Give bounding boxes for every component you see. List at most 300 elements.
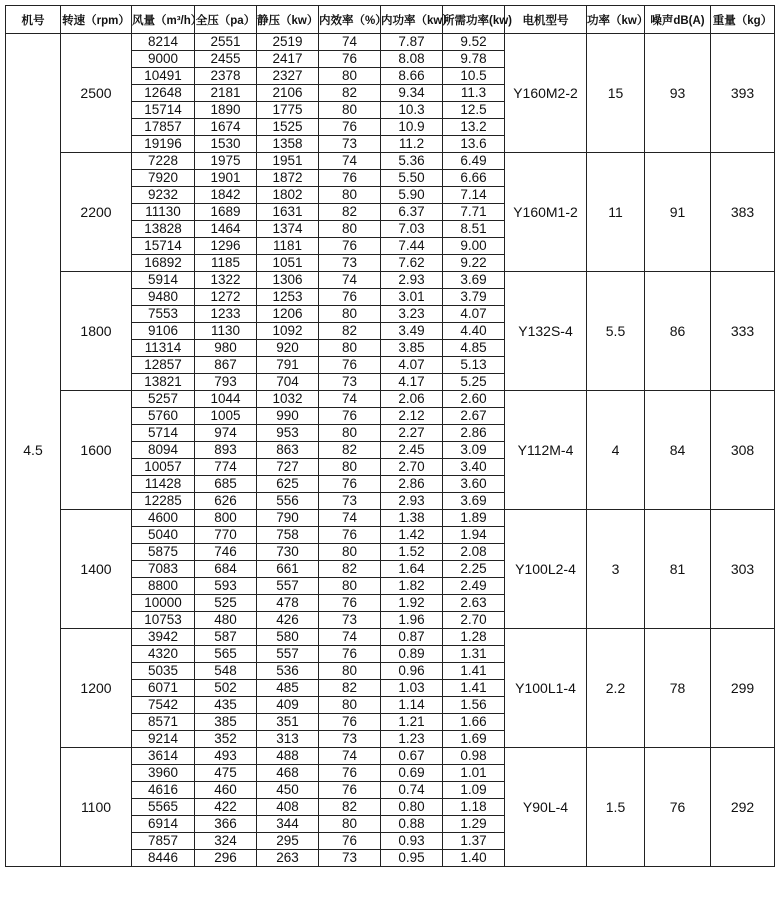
internal-power-cell: 5.36 [381,153,443,170]
static-pressure-cell: 1032 [257,391,319,408]
airflow-cell: 16892 [132,255,195,272]
required-power-cell: 12.5 [443,102,505,119]
total-pressure-cell: 502 [195,680,257,697]
total-pressure-cell: 1044 [195,391,257,408]
static-pressure-cell: 1872 [257,170,319,187]
speed-cell: 2500 [61,34,132,153]
required-power-cell: 1.28 [443,629,505,646]
weight-cell: 393 [711,34,775,153]
total-pressure-cell: 475 [195,765,257,782]
total-pressure-cell: 366 [195,816,257,833]
static-pressure-cell: 295 [257,833,319,850]
total-pressure-cell: 1901 [195,170,257,187]
total-pressure-cell: 974 [195,425,257,442]
internal-power-cell: 0.95 [381,850,443,867]
airflow-cell: 4600 [132,510,195,527]
required-power-cell: 1.01 [443,765,505,782]
motor-model-cell: Y100L1-4 [505,629,587,748]
total-pressure-cell: 800 [195,510,257,527]
internal-power-cell: 1.23 [381,731,443,748]
internal-power-cell: 0.88 [381,816,443,833]
static-pressure-cell: 990 [257,408,319,425]
airflow-cell: 15714 [132,102,195,119]
static-pressure-cell: 1802 [257,187,319,204]
total-pressure-cell: 2551 [195,34,257,51]
required-power-cell: 3.09 [443,442,505,459]
internal-power-cell: 0.67 [381,748,443,765]
internal-power-cell: 8.08 [381,51,443,68]
internal-power-cell: 1.92 [381,595,443,612]
total-pressure-cell: 1005 [195,408,257,425]
total-pressure-cell: 774 [195,459,257,476]
efficiency-cell: 76 [319,289,381,306]
total-pressure-cell: 460 [195,782,257,799]
required-power-cell: 7.14 [443,187,505,204]
required-power-cell: 5.25 [443,374,505,391]
total-pressure-cell: 1272 [195,289,257,306]
total-pressure-cell: 793 [195,374,257,391]
total-pressure-cell: 422 [195,799,257,816]
required-power-cell: 2.67 [443,408,505,425]
static-pressure-cell: 727 [257,459,319,476]
header-row [6,6,775,34]
efficiency-cell: 74 [319,391,381,408]
airflow-cell: 5760 [132,408,195,425]
efficiency-cell: 73 [319,136,381,153]
total-pressure-cell: 1130 [195,323,257,340]
static-pressure-cell: 1253 [257,289,319,306]
airflow-cell: 12857 [132,357,195,374]
internal-power-cell: 2.70 [381,459,443,476]
static-pressure-cell: 1951 [257,153,319,170]
static-pressure-cell: 1358 [257,136,319,153]
internal-power-cell: 0.80 [381,799,443,816]
total-pressure-cell: 684 [195,561,257,578]
total-pressure-cell: 324 [195,833,257,850]
noise-cell: 93 [645,34,711,153]
total-pressure-cell: 746 [195,544,257,561]
airflow-cell: 11314 [132,340,195,357]
airflow-cell: 12648 [132,85,195,102]
noise-cell: 76 [645,748,711,867]
static-pressure-cell: 863 [257,442,319,459]
efficiency-cell: 82 [319,442,381,459]
airflow-cell: 5040 [132,527,195,544]
required-power-cell: 2.25 [443,561,505,578]
noise-cell: 91 [645,153,711,272]
internal-power-cell: 0.74 [381,782,443,799]
required-power-cell: 1.09 [443,782,505,799]
weight-cell: 292 [711,748,775,867]
required-power-cell: 4.40 [443,323,505,340]
required-power-cell: 2.70 [443,612,505,629]
header-total-pressure: 全压（pa） [195,6,257,34]
airflow-cell: 5565 [132,799,195,816]
internal-power-cell: 6.37 [381,204,443,221]
speed-cell: 1600 [61,391,132,510]
internal-power-cell: 2.93 [381,272,443,289]
efficiency-cell: 80 [319,306,381,323]
static-pressure-cell: 263 [257,850,319,867]
airflow-cell: 7857 [132,833,195,850]
motor-model-cell: Y90L-4 [505,748,587,867]
static-pressure-cell: 2417 [257,51,319,68]
required-power-cell: 13.6 [443,136,505,153]
airflow-cell: 17857 [132,119,195,136]
static-pressure-cell: 953 [257,425,319,442]
required-power-cell: 9.52 [443,34,505,51]
airflow-cell: 12285 [132,493,195,510]
required-power-cell: 1.37 [443,833,505,850]
required-power-cell: 2.86 [443,425,505,442]
required-power-cell: 8.51 [443,221,505,238]
efficiency-cell: 76 [319,408,381,425]
required-power-cell: 1.94 [443,527,505,544]
noise-cell: 84 [645,391,711,510]
internal-power-cell: 7.87 [381,34,443,51]
weight-cell: 303 [711,510,775,629]
efficiency-cell: 76 [319,765,381,782]
airflow-cell: 8571 [132,714,195,731]
internal-power-cell: 0.89 [381,646,443,663]
static-pressure-cell: 344 [257,816,319,833]
required-power-cell: 0.98 [443,748,505,765]
airflow-cell: 9214 [132,731,195,748]
internal-power-cell: 2.06 [381,391,443,408]
efficiency-cell: 76 [319,170,381,187]
airflow-cell: 11428 [132,476,195,493]
airflow-cell: 10000 [132,595,195,612]
weight-cell: 308 [711,391,775,510]
static-pressure-cell: 625 [257,476,319,493]
efficiency-cell: 74 [319,510,381,527]
motor-model-cell: Y100L2-4 [505,510,587,629]
header-weight: 重量（kg） [711,6,775,34]
total-pressure-cell: 2181 [195,85,257,102]
airflow-cell: 7553 [132,306,195,323]
static-pressure-cell: 791 [257,357,319,374]
internal-power-cell: 8.66 [381,68,443,85]
table-body [6,34,775,867]
efficiency-cell: 74 [319,629,381,646]
efficiency-cell: 76 [319,119,381,136]
efficiency-cell: 80 [319,68,381,85]
static-pressure-cell: 730 [257,544,319,561]
internal-power-cell: 2.86 [381,476,443,493]
internal-power-cell: 3.85 [381,340,443,357]
performance-table [5,5,775,867]
internal-power-cell: 0.69 [381,765,443,782]
required-power-cell: 3.69 [443,272,505,289]
total-pressure-cell: 565 [195,646,257,663]
total-pressure-cell: 1842 [195,187,257,204]
static-pressure-cell: 790 [257,510,319,527]
airflow-cell: 9000 [132,51,195,68]
internal-power-cell: 1.52 [381,544,443,561]
total-pressure-cell: 493 [195,748,257,765]
motor-power-cell: 11 [587,153,645,272]
motor-power-cell: 3 [587,510,645,629]
speed-cell: 2200 [61,153,132,272]
motor-power-cell: 4 [587,391,645,510]
table-row [6,272,775,289]
efficiency-cell: 80 [319,425,381,442]
required-power-cell: 4.85 [443,340,505,357]
internal-power-cell: 2.12 [381,408,443,425]
internal-power-cell: 1.82 [381,578,443,595]
total-pressure-cell: 685 [195,476,257,493]
airflow-cell: 15714 [132,238,195,255]
static-pressure-cell: 468 [257,765,319,782]
required-power-cell: 1.66 [443,714,505,731]
airflow-cell: 3614 [132,748,195,765]
total-pressure-cell: 1689 [195,204,257,221]
static-pressure-cell: 426 [257,612,319,629]
static-pressure-cell: 1206 [257,306,319,323]
airflow-cell: 4320 [132,646,195,663]
efficiency-cell: 80 [319,578,381,595]
efficiency-cell: 76 [319,714,381,731]
total-pressure-cell: 587 [195,629,257,646]
speed-cell: 1100 [61,748,132,867]
airflow-cell: 11130 [132,204,195,221]
internal-power-cell: 3.23 [381,306,443,323]
internal-power-cell: 1.42 [381,527,443,544]
static-pressure-cell: 1775 [257,102,319,119]
total-pressure-cell: 480 [195,612,257,629]
internal-power-cell: 0.96 [381,663,443,680]
required-power-cell: 5.13 [443,357,505,374]
required-power-cell: 9.78 [443,51,505,68]
internal-power-cell: 1.03 [381,680,443,697]
efficiency-cell: 80 [319,697,381,714]
internal-power-cell: 1.38 [381,510,443,527]
static-pressure-cell: 661 [257,561,319,578]
efficiency-cell: 82 [319,680,381,697]
total-pressure-cell: 1296 [195,238,257,255]
total-pressure-cell: 626 [195,493,257,510]
motor-power-cell: 1.5 [587,748,645,867]
efficiency-cell: 80 [319,663,381,680]
airflow-cell: 7083 [132,561,195,578]
airflow-cell: 4616 [132,782,195,799]
internal-power-cell: 7.03 [381,221,443,238]
required-power-cell: 1.41 [443,663,505,680]
internal-power-cell: 2.27 [381,425,443,442]
static-pressure-cell: 557 [257,646,319,663]
internal-power-cell: 1.14 [381,697,443,714]
required-power-cell: 10.5 [443,68,505,85]
header-speed: 转速（rpm） [61,6,132,34]
efficiency-cell: 73 [319,850,381,867]
table-row [6,510,775,527]
total-pressure-cell: 770 [195,527,257,544]
efficiency-cell: 80 [319,187,381,204]
internal-power-cell: 4.17 [381,374,443,391]
required-power-cell: 6.66 [443,170,505,187]
airflow-cell: 3942 [132,629,195,646]
static-pressure-cell: 704 [257,374,319,391]
airflow-cell: 9106 [132,323,195,340]
internal-power-cell: 7.62 [381,255,443,272]
total-pressure-cell: 385 [195,714,257,731]
airflow-cell: 5875 [132,544,195,561]
table-row [6,153,775,170]
efficiency-cell: 73 [319,255,381,272]
airflow-cell: 10057 [132,459,195,476]
fan-number-cell: 4.5 [6,34,61,867]
static-pressure-cell: 2327 [257,68,319,85]
total-pressure-cell: 893 [195,442,257,459]
total-pressure-cell: 525 [195,595,257,612]
internal-power-cell: 5.50 [381,170,443,187]
efficiency-cell: 76 [319,51,381,68]
airflow-cell: 7542 [132,697,195,714]
efficiency-cell: 82 [319,323,381,340]
static-pressure-cell: 408 [257,799,319,816]
airflow-cell: 6071 [132,680,195,697]
efficiency-cell: 76 [319,527,381,544]
static-pressure-cell: 450 [257,782,319,799]
airflow-cell: 7228 [132,153,195,170]
header-internal-efficiency: 内效率（%） [319,6,381,34]
airflow-cell: 10491 [132,68,195,85]
efficiency-cell: 76 [319,833,381,850]
static-pressure-cell: 488 [257,748,319,765]
required-power-cell: 1.56 [443,697,505,714]
efficiency-cell: 82 [319,204,381,221]
required-power-cell: 1.31 [443,646,505,663]
total-pressure-cell: 2455 [195,51,257,68]
motor-power-cell: 2.2 [587,629,645,748]
required-power-cell: 13.2 [443,119,505,136]
static-pressure-cell: 1374 [257,221,319,238]
weight-cell: 383 [711,153,775,272]
airflow-cell: 7920 [132,170,195,187]
airflow-cell: 9480 [132,289,195,306]
total-pressure-cell: 352 [195,731,257,748]
static-pressure-cell: 1306 [257,272,319,289]
efficiency-cell: 80 [319,340,381,357]
airflow-cell: 8446 [132,850,195,867]
speed-cell: 1200 [61,629,132,748]
internal-power-cell: 0.87 [381,629,443,646]
internal-power-cell: 9.34 [381,85,443,102]
efficiency-cell: 82 [319,85,381,102]
airflow-cell: 8800 [132,578,195,595]
required-power-cell: 1.41 [443,680,505,697]
motor-model-cell: Y132S-4 [505,272,587,391]
efficiency-cell: 80 [319,816,381,833]
speed-cell: 1800 [61,272,132,391]
internal-power-cell: 5.90 [381,187,443,204]
required-power-cell: 2.63 [443,595,505,612]
static-pressure-cell: 1092 [257,323,319,340]
static-pressure-cell: 557 [257,578,319,595]
efficiency-cell: 80 [319,459,381,476]
airflow-cell: 5714 [132,425,195,442]
static-pressure-cell: 920 [257,340,319,357]
efficiency-cell: 73 [319,731,381,748]
required-power-cell: 2.08 [443,544,505,561]
internal-power-cell: 2.45 [381,442,443,459]
internal-power-cell: 10.3 [381,102,443,119]
static-pressure-cell: 536 [257,663,319,680]
static-pressure-cell: 580 [257,629,319,646]
noise-cell: 81 [645,510,711,629]
efficiency-cell: 73 [319,374,381,391]
motor-model-cell: Y112M-4 [505,391,587,510]
required-power-cell: 1.40 [443,850,505,867]
airflow-cell: 8094 [132,442,195,459]
static-pressure-cell: 2519 [257,34,319,51]
static-pressure-cell: 556 [257,493,319,510]
static-pressure-cell: 1525 [257,119,319,136]
efficiency-cell: 73 [319,493,381,510]
efficiency-cell: 82 [319,799,381,816]
airflow-cell: 5257 [132,391,195,408]
total-pressure-cell: 1185 [195,255,257,272]
required-power-cell: 2.49 [443,578,505,595]
header-internal-power: 内功率（kw） [381,6,443,34]
required-power-cell: 1.18 [443,799,505,816]
static-pressure-cell: 1051 [257,255,319,272]
motor-model-cell: Y160M1-2 [505,153,587,272]
airflow-cell: 8214 [132,34,195,51]
required-power-cell: 2.60 [443,391,505,408]
static-pressure-cell: 1631 [257,204,319,221]
airflow-cell: 10753 [132,612,195,629]
static-pressure-cell: 351 [257,714,319,731]
total-pressure-cell: 2378 [195,68,257,85]
airflow-cell: 3960 [132,765,195,782]
motor-model-cell: Y160M2-2 [505,34,587,153]
required-power-cell: 11.3 [443,85,505,102]
airflow-cell: 19196 [132,136,195,153]
header-required-power: 所需功率(kw) [443,6,505,34]
efficiency-cell: 74 [319,153,381,170]
header-motor-power: 功率（kw） [587,6,645,34]
internal-power-cell: 3.01 [381,289,443,306]
efficiency-cell: 74 [319,748,381,765]
static-pressure-cell: 313 [257,731,319,748]
required-power-cell: 3.69 [443,493,505,510]
required-power-cell: 4.07 [443,306,505,323]
efficiency-cell: 80 [319,102,381,119]
efficiency-cell: 76 [319,646,381,663]
airflow-cell: 6914 [132,816,195,833]
static-pressure-cell: 2106 [257,85,319,102]
header-airflow: 风量（m³/h） [132,6,195,34]
speed-cell: 1400 [61,510,132,629]
internal-power-cell: 2.93 [381,493,443,510]
motor-power-cell: 15 [587,34,645,153]
total-pressure-cell: 1975 [195,153,257,170]
efficiency-cell: 76 [319,476,381,493]
total-pressure-cell: 980 [195,340,257,357]
header-noise: 噪声dB(A) [645,6,711,34]
airflow-cell: 9232 [132,187,195,204]
static-pressure-cell: 758 [257,527,319,544]
header-motor-model: 电机型号 [505,6,587,34]
airflow-cell: 13821 [132,374,195,391]
efficiency-cell: 74 [319,272,381,289]
header-fan-no: 机号 [6,6,61,34]
required-power-cell: 3.40 [443,459,505,476]
weight-cell: 333 [711,272,775,391]
table-row [6,748,775,765]
internal-power-cell: 4.07 [381,357,443,374]
